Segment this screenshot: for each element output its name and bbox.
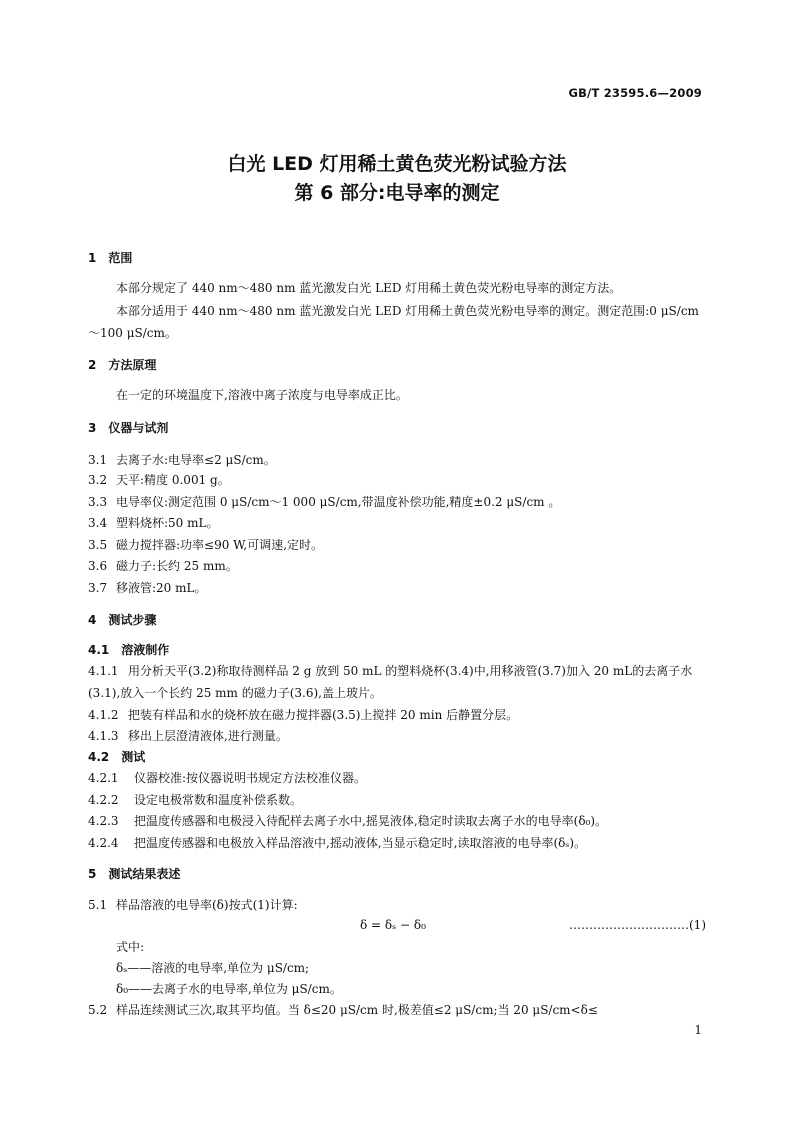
- item-text: 移液管:20 mL。: [116, 581, 207, 595]
- symbol-definition: δ₀——去离子水的电导率,单位为 μS/cm。: [116, 982, 342, 996]
- standard-code: GB/T 23595.6—2009: [568, 86, 702, 100]
- where-label: 式中:: [116, 940, 145, 954]
- item-text: 用分析天平(3.2)称取待测样品 2 g 放到 50 mL 的塑料烧杯(3.4)中,用移液管(3.7)加入 20 mL的去离子水(3.1),放入一个长约 25 mm 的磁力子(3.6),盖上玻片。: [88, 664, 693, 700]
- item-text: 去离子水:电导率≤2 μS/cm。: [116, 453, 276, 467]
- item-text: 把温度传感器和电极放入样品溶液中,摇动液体,当显示稳定时,读取溶液的电导率(δₛ)。: [134, 836, 587, 850]
- item-text: 把装有样品和水的烧杯放在磁力搅拌器(3.5)上搅拌 20 min 后静置分层。: [128, 708, 519, 722]
- item-number: 3.5: [88, 538, 108, 552]
- list-item: [88, 897, 708, 913]
- item-text: 电导率仪:测定范围 0 μS/cm～1 000 μS/cm,带温度补偿功能,精度±0.2 μS/cm 。: [116, 495, 561, 509]
- item-text: 天平:精度 0.001 g。: [116, 473, 230, 487]
- symbol-definition: δₛ——溶液的电导率,单位为 μS/cm;: [116, 961, 310, 975]
- item-number: 4.2.1: [88, 771, 119, 785]
- list-item: [88, 835, 708, 851]
- list-item: [88, 728, 708, 744]
- item-text: 磁力搅拌器:功率≤90 W,可调速,定时。: [116, 538, 324, 552]
- section-1-paragraph-2: 本部分适用于 440 nm～480 nm 蓝光激发白光 LED 灯用稀土黄色荧光粉电导率的测定。测定范围:0 μS/cm～100 μS/cm。: [88, 304, 699, 340]
- item-number: 5.2: [88, 1003, 108, 1017]
- item-number: 4.2.2: [88, 793, 119, 807]
- item-text: 样品溶液的电导率(δ)按式(1)计算:: [116, 898, 298, 912]
- list-item: [88, 660, 708, 704]
- title-line-2: 第 6 部分:电导率的测定: [294, 182, 500, 204]
- list-item: [88, 472, 708, 488]
- list-item: [88, 515, 708, 531]
- list-item: [88, 1002, 708, 1018]
- item-number: 4.2.3: [88, 814, 119, 828]
- item-number: 3.4: [88, 516, 108, 530]
- list-item: [88, 813, 708, 829]
- section-1-paragraph-1: 本部分规定了 440 nm～480 nm 蓝光激发白光 LED 灯用稀土黄色荧光粉电导率的测定方法。: [116, 281, 622, 295]
- list-item: [88, 580, 708, 596]
- item-number: 3.7: [88, 581, 108, 595]
- document-title: [0, 150, 794, 208]
- item-number: 3.3: [88, 495, 108, 509]
- list-item: [88, 537, 708, 553]
- subsection-4-1-heading: 4.1 溶液制作: [88, 643, 170, 657]
- equation-1: [88, 918, 708, 936]
- item-number: 3.2: [88, 473, 108, 487]
- section-5-heading: 5 测试结果表述: [88, 867, 181, 881]
- item-number: 5.1: [88, 898, 108, 912]
- list-item: [88, 707, 708, 723]
- subsection-4-2-heading: 4.2 测试: [88, 750, 146, 764]
- list-item: [88, 494, 708, 510]
- list-item: [88, 558, 708, 574]
- list-item: [88, 770, 708, 786]
- list-item: [88, 452, 708, 468]
- list-item: [88, 792, 708, 808]
- item-text: 样品连续测试三次,取其平均值。当 δ≤20 μS/cm 时,极差值≤2 μS/cm;当 20 μS/cm<δ≤: [116, 1003, 598, 1017]
- section-4-heading: 4 测试步骤: [88, 613, 157, 627]
- item-text: 仪器校准:按仪器说明书规定方法校准仪器。: [134, 771, 367, 785]
- item-text: 移出上层澄清液体,进行测量。: [128, 729, 288, 743]
- page-number: 1: [694, 1023, 702, 1037]
- title-line-1: 白光 LED 灯用稀土黄色荧光粉试验方法: [227, 153, 567, 175]
- section-2-heading: 2 方法原理: [88, 358, 157, 372]
- section-3-heading: 3 仪器与试剂: [88, 421, 169, 435]
- item-number: 4.1.3: [88, 729, 119, 743]
- item-number: 4.2.4: [88, 836, 119, 850]
- item-number: 3.1: [88, 453, 108, 467]
- item-text: 磁力子:长约 25 mm。: [116, 559, 238, 573]
- item-text: 塑料烧杯:50 mL。: [116, 516, 219, 530]
- equation-number: …………………………(1): [569, 918, 706, 932]
- item-number: 4.1.2: [88, 708, 119, 722]
- formula-text: δ = δₛ − δ₀: [360, 918, 426, 932]
- item-text: 把温度传感器和电极浸入待配样去离子水中,摇晃液体,稳定时读取去离子水的电导率(δ₀)。: [134, 814, 608, 828]
- item-number: 3.6: [88, 559, 108, 573]
- section-1-heading: 1 范围: [88, 251, 133, 265]
- item-number: 4.1.1: [88, 664, 119, 678]
- section-2-paragraph: 在一定的环境温度下,溶液中离子浓度与电导率成正比。: [116, 388, 408, 402]
- item-text: 设定电极常数和温度补偿系数。: [134, 793, 303, 807]
